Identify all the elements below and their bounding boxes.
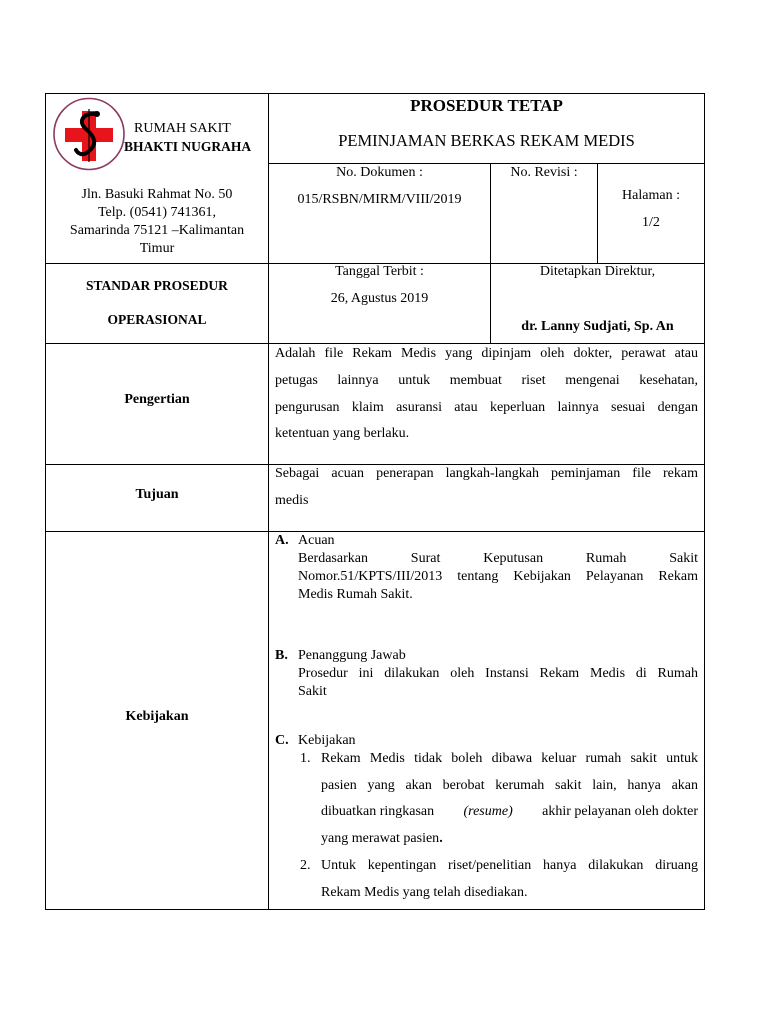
- page-title: PROSEDUR TETAP: [410, 96, 563, 115]
- caduceus-cross-icon: [52, 97, 126, 171]
- doc-number-label: No. Dokumen :: [336, 165, 423, 180]
- policy-a-line-2: Nomor.51/KPTS/III/2013 tentang Kebijakan Pelayanan Rekam: [298, 569, 698, 584]
- tujuan-line-1: Sebagai acuan penerapan langkah-langkah peminjaman file rekam: [275, 466, 698, 481]
- hospital-type: RUMAH SAKIT: [134, 121, 231, 136]
- policy-a-marker: A.: [275, 533, 289, 548]
- line-4-text: yang merawat pasien: [321, 831, 440, 846]
- policy-b-marker: B.: [275, 648, 288, 663]
- policy-c-item-2-line-2: Rekam Medis yang telah disediakan.: [321, 885, 528, 900]
- address-line-3: Samarinda 75121 –Kalimantan: [69, 223, 245, 238]
- policy-c-item-2-line-1: Untuk kepentingan riset/penelitian hanya dilakukan diruang: [321, 858, 698, 873]
- sop-title-line-2: OPERASIONAL: [107, 312, 207, 327]
- section-label-pengertian: Pengertian: [124, 392, 190, 407]
- table-border-top: [45, 93, 705, 94]
- address-line-2: Telp. (0541) 741361,: [97, 205, 216, 220]
- approved-by-label: Ditetapkan Direktur,: [539, 264, 656, 279]
- row-divider-2: [45, 343, 705, 344]
- policy-b-line-2: Sakit: [298, 684, 327, 699]
- hospital-logo: [52, 97, 126, 171]
- sop-title-line-1: STANDAR PROSEDUR: [86, 278, 228, 293]
- section-label-kebijakan: Kebijakan: [125, 709, 189, 724]
- revision-label: No. Revisi :: [510, 165, 578, 180]
- pengertian-line-3: pengurusan klaim asuransi atau keperluan lainnya sesuai dengan: [275, 400, 698, 415]
- policy-c-title: Kebijakan: [298, 733, 356, 748]
- pengertian-line-4: ketentuan yang berlaku.: [275, 426, 410, 441]
- policy-c-item-1-line-2: pasien yang akan berobat kerumah sakit lain, hanya akan: [321, 778, 698, 793]
- page-number-value: 1/2: [642, 215, 660, 230]
- policy-a-line-3: Medis Rumah Sakit.: [298, 587, 413, 602]
- line-3-text-end: akhir pelayanan oleh dokter: [538, 804, 698, 819]
- revision-divider: [490, 163, 491, 344]
- policy-c-marker: C.: [275, 733, 289, 748]
- hospital-name: BHAKTI NUGRAHA: [124, 139, 252, 154]
- tujuan-line-2: medis: [275, 493, 309, 508]
- line-3-text-start: dibuatkan ringkasan: [321, 804, 438, 819]
- page-number-label: Halaman :: [622, 188, 680, 203]
- table-border-bottom: [45, 909, 705, 910]
- page-subtitle: PEMINJAMAN BERKAS REKAM MEDIS: [338, 131, 635, 150]
- address-line-1: Jln. Basuki Rahmat No. 50: [81, 187, 233, 202]
- issue-date-value: 26, Agustus 2019: [330, 291, 429, 306]
- policy-c-item-2-number: 2.: [300, 858, 311, 873]
- doc-number-value: 015/RSBN/MIRM/VIII/2019: [297, 192, 462, 207]
- row-divider-4: [45, 531, 705, 532]
- pengertian-line-1: Adalah file Rekam Medis yang dipinjam oleh dokter, perawat atau: [275, 346, 698, 361]
- policy-b-title: Penanggung Jawab: [298, 648, 406, 663]
- table-border-right: [704, 93, 705, 910]
- policy-c-item-1-number: 1.: [300, 751, 311, 766]
- issue-date-label: Tanggal Terbit :: [335, 264, 424, 279]
- policy-a-title: Acuan: [298, 533, 335, 548]
- policy-a-line-1: Berdasarkan Surat Keputusan Rumah Sakit: [298, 551, 698, 566]
- line-4-period: .: [439, 831, 443, 846]
- section-label-tujuan: Tujuan: [135, 487, 179, 502]
- policy-c-item-1-line-4: [321, 830, 443, 848]
- policy-b-line-1: Prosedur ini dilakukan oleh Instansi Rekam Medis di Rumah: [298, 666, 698, 681]
- director-name: dr. Lanny Sudjati, Sp. An: [521, 319, 674, 334]
- address-line-4: Timur: [139, 241, 175, 256]
- policy-c-item-1-line-3: [321, 803, 698, 821]
- column-divider: [268, 93, 269, 910]
- pengertian-line-2: petugas lainnya untuk membuat riset mengenai kesehatan,: [275, 373, 698, 388]
- line-3-text-resume: (resume): [463, 804, 513, 819]
- policy-c-item-1-line-1: Rekam Medis tidak boleh dibawa keluar rumah sakit untuk: [321, 751, 698, 766]
